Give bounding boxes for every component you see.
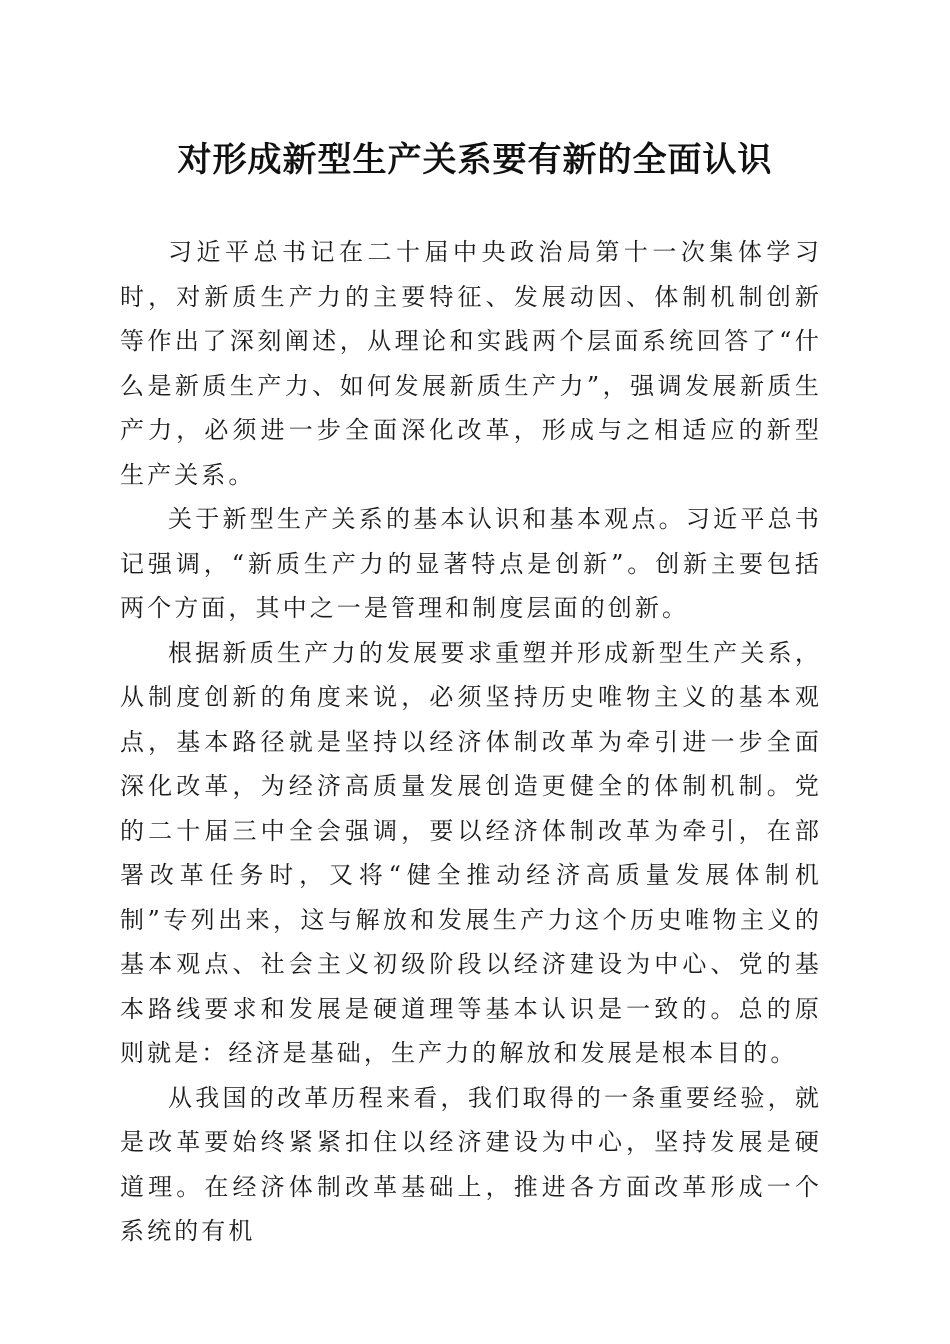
paragraph: 关于新型生产关系的基本认识和基本观点。习近平总书记强调，“新质生产力的显著特点是创新”。创新主要包括两个方面，其中之一是管理和制度层面的创新。 bbox=[120, 505, 822, 622]
paragraph: 习近平总书记在二十届中央政治局第十一次集体学习时，对新质生产力的主要特征、发展动因、体制机制创新等作出了深刻阐述，从理论和实践两个层面系统回答了“什么是新质生产力、如何发展新质生产力”，强调发展新质生产力，必须进一步全面深化改革，形成与之相适应的新型生产关系。 bbox=[120, 238, 822, 489]
document-body bbox=[120, 230, 822, 1254]
paragraph: 从我国的改革历程来看，我们取得的一条重要经验，就是改革要始终紧紧扣住以经济建设为中心，坚持发展是硬道理。在经济体制改革基础上，推进各方面改革形成一个系统的有机 bbox=[120, 1083, 822, 1245]
paragraph: 根据新质生产力的发展要求重塑并形成新型生产关系，从制度创新的角度来说，必须坚持历史唯物主义的基本观点，基本路径就是坚持以经济体制改革为牵引进一步全面深化改革，为经济高质量发展创造更健全的体制机制。党的二十届三中全会强调，要以经济体制改革为牵引，在部署改革任务时，又将“健全推动经济高质量发展体制机制”专列出来，这与解放和发展生产力这个历史唯物主义的基本观点、社会主义初级阶段以经济建设为中心、党的基本路线要求和发展是硬道理等基本认识是一致的。总的原则就是：经济是基础，生产力的解放和发展是根本目的。 bbox=[120, 638, 822, 1067]
document-title: 对形成新型生产关系要有新的全面认识 bbox=[177, 140, 773, 180]
